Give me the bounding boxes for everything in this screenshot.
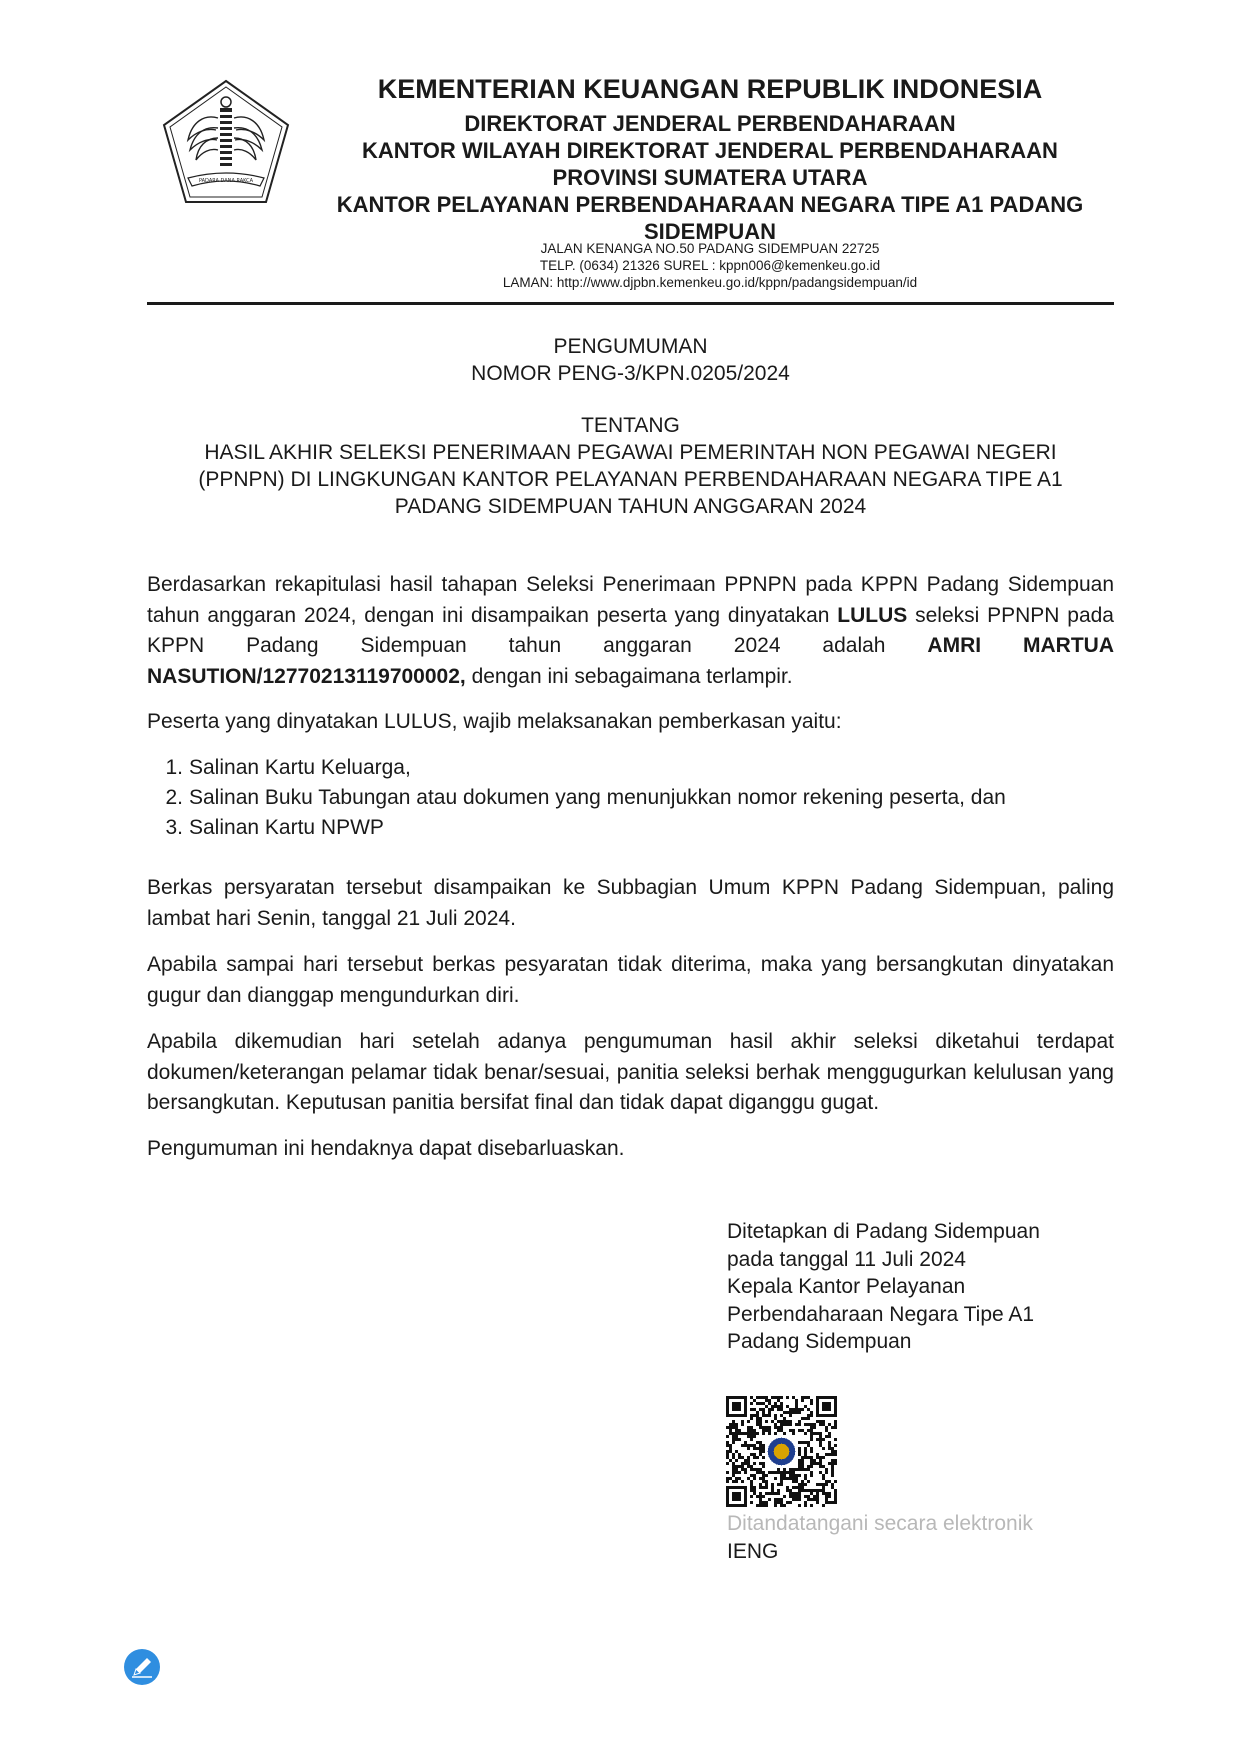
signature-line: Perbendaharaan Negara Tipe A1	[727, 1302, 1035, 1326]
signature-block	[727, 1218, 1040, 1356]
signature-line: Padang Sidempuan	[727, 1330, 912, 1353]
tentang-label: TENTANG	[581, 414, 680, 437]
paragraph-closing: Pengumuman ini hendaknya dapat disebarluaskan.	[147, 1137, 625, 1160]
address-line: LAMAN: http://www.djpbn.kemenkeu.go.id/kppn/padangsidempuan/id	[502, 275, 918, 290]
subject-line: PADANG SIDEMPUAN TAHUN ANGGARAN 2024	[394, 495, 867, 518]
subject-line: (PPNPN) DI LINGKUNGAN KANTOR PELAYANAN PERBENDAHARAAN NEGARA TIPE A1	[198, 468, 1063, 491]
paragraph-result: Berdasarkan rekapitulasi hasil tahapan Seleksi Penerimaan PPNPN pada KPPN Padang Sidempuan tahun anggaran 2024, dengan ini disampaikan peserta yang dinyatakan LULUS seleksi PPNPN pada KPPN Padang Sidempuan tahun anggaran 2024 adalah AMRI MARTUA NASUTION/1277021311970000​2, dengan ini sebagaimana terlampir.	[147, 573, 1114, 688]
announcement-heading	[147, 333, 1114, 387]
address-line: TELP. (0634) 21326 SUREL : kppn006@kemenkeu.go.id	[539, 258, 881, 273]
kemenkeu-logo	[160, 78, 292, 206]
subject-line: HASIL AKHIR SELEKSI PENERIMAAN PEGAWAI PEMERINTAH NON PEGAWAI NEGERI	[204, 441, 1057, 464]
announcement-number: NOMOR PENG-3/KPN.0205/2024	[471, 362, 790, 385]
paragraph-final-decision: Apabila dikemudian hari setelah adanya pengumuman hasil akhir seleksi diketahui terdapat dokumen/keterangan pelamar tidak benar/sesuai, panitia seleksi berhak menggugurkan kelulusan yang bersangkutan. Keputusan panitia bersifat final dan tidak dapat diganggu gugat.	[147, 1030, 1114, 1114]
header-line: PROVINSI SUMATERA UTARA	[552, 165, 868, 190]
edit-pen-badge-icon[interactable]	[123, 1648, 161, 1686]
svg-text:PADARA DANA RAKCA: PADARA DANA RAKCA	[198, 178, 254, 184]
announcement-subject	[147, 412, 1114, 520]
header-line: DIREKTORAT JENDERAL PERBENDAHARAAN	[464, 111, 956, 136]
paragraph-disqualify: Apabila sampai hari tersebut berkas pesyaratan tidak diterima, maka yang bersangkutan dinyatakan gugur dan dianggap mengundurkan diri.	[147, 953, 1114, 1007]
header-line: KANTOR WILAYAH DIREKTORAT JENDERAL PERBENDAHARAAN	[362, 138, 1058, 163]
paragraph-deadline: Berkas persyaratan tersebut disampaikan ke Subbagian Umum KPPN Padang Sidempuan, paling lambat hari Senin, tanggal 21 Juli 2024.	[147, 876, 1114, 930]
signature-line: Ditetapkan di Padang Sidempuan	[727, 1220, 1040, 1243]
ministry-title: KEMENTERIAN KEUANGAN REPUBLIK INDONESIA	[377, 74, 1043, 104]
list-item: 3. Salinan Kartu NPWP	[165, 816, 384, 839]
header-divider	[147, 302, 1114, 305]
signature-line: pada tanggal 11 Juli 2024	[727, 1247, 966, 1271]
esign-caption: Ditandatangani secara elektronik	[727, 1512, 1033, 1535]
signature-qr-code	[726, 1396, 837, 1507]
signature-line: Kepala Kantor Pelayanan	[727, 1275, 966, 1298]
list-item: 2. Salinan Buku Tabungan atau dokumen yang menunjukkan nomor rekening peserta, dan	[165, 786, 1006, 809]
requirements-list	[147, 753, 1114, 843]
header-sublines	[300, 110, 1120, 245]
header-line: SIDEMPUAN	[643, 219, 776, 244]
list-item: 1. Salinan Kartu Keluarga,	[165, 756, 411, 779]
signer-name: IENG	[727, 1540, 779, 1563]
header-address	[300, 240, 1120, 291]
address-line: JALAN KENANGA NO.50 PADANG SIDEMPUAN 22725	[540, 241, 880, 256]
announcement-label: PENGUMUMAN	[553, 335, 708, 358]
paragraph-requirements-intro: Peserta yang dinyatakan LULUS, wajib melaksanakan pemberkasan yaitu:	[147, 710, 842, 733]
header-line: KANTOR PELAYANAN PERBENDAHARAAN NEGARA TIPE A1 PADANG	[336, 192, 1084, 217]
